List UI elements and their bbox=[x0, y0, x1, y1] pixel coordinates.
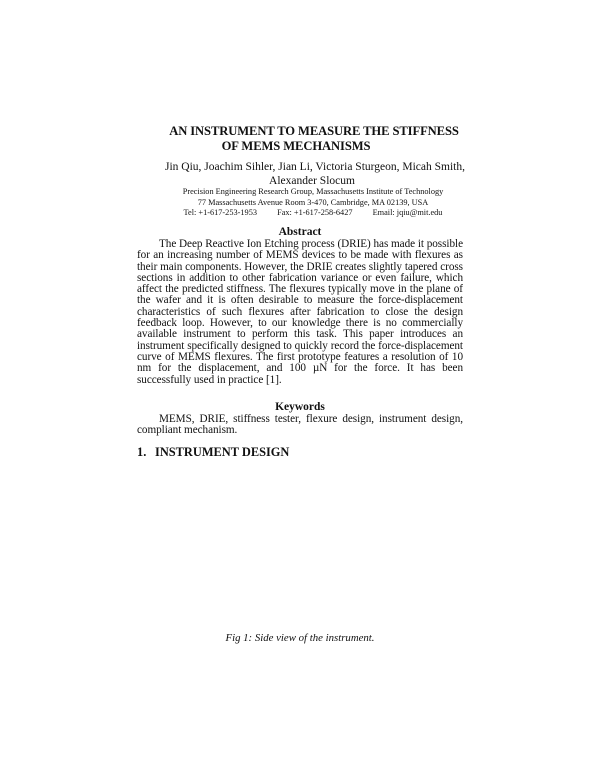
contact-fax: Fax: +1-617-258-6427 bbox=[277, 208, 353, 217]
authors-line-1: Jin Qiu, Joachim Sihler, Jian Li, Victoria Sturgeon, Micah Smith, bbox=[165, 161, 465, 173]
keywords-heading: Keywords bbox=[275, 401, 325, 413]
contact-tel: Tel: +1-617-253-1953 bbox=[183, 208, 257, 217]
keywords-text: MEMS, DRIE, stiffness tester, flexure design, instrument design, compliant mechanism. bbox=[137, 413, 463, 437]
abstract-heading: Abstract bbox=[278, 226, 322, 238]
authors-line-2: Alexander Slocum bbox=[269, 175, 355, 187]
section-title: INSTRUMENT DESIGN bbox=[155, 445, 290, 459]
abstract-text: The Deep Reactive Ion Etching process (DRIE) has made it possible for an increasing number of MEMS devices to be made with flexures as their main components. However, the DRIE creates slightly tapered cross sections in addition to other fabrication variance or even failure, which affect the predicted stiffness. The flexures typically move in the plane of the wafer and it is often desirable to measure the force-displacement characteristics of such flexures after fabrication to close the design feedback loop. However, to our knowledge there is no commercially available instrument to perform this task. This paper introduces an instrument specifically designed to quickly record the force-displacement curve of MEMS flexures. The first prototype features a resolution of 10 nm for the displacement, and 100 µN for the force. It has been successfully used in practice [1]. bbox=[137, 238, 463, 386]
section-heading bbox=[137, 445, 289, 459]
section-number: 1. bbox=[137, 445, 147, 459]
paper-title-line-1: AN INSTRUMENT TO MEASURE THE STIFFNESS bbox=[169, 124, 459, 138]
contact-line bbox=[13, 207, 600, 218]
affiliation-line-2: 77 Massachusetts Avenue Room 3-470, Cambridge, MA 02139, USA bbox=[197, 198, 429, 207]
affiliation-line-1: Precision Engineering Research Group, Massachusetts Institute of Technology bbox=[182, 187, 444, 196]
paper-title-line-2: OF MEMS MECHANISMS bbox=[221, 139, 371, 153]
contact-email: Email: jqiu@mit.edu bbox=[372, 208, 443, 217]
figure-caption: Fig 1: Side view of the instrument. bbox=[225, 632, 375, 644]
